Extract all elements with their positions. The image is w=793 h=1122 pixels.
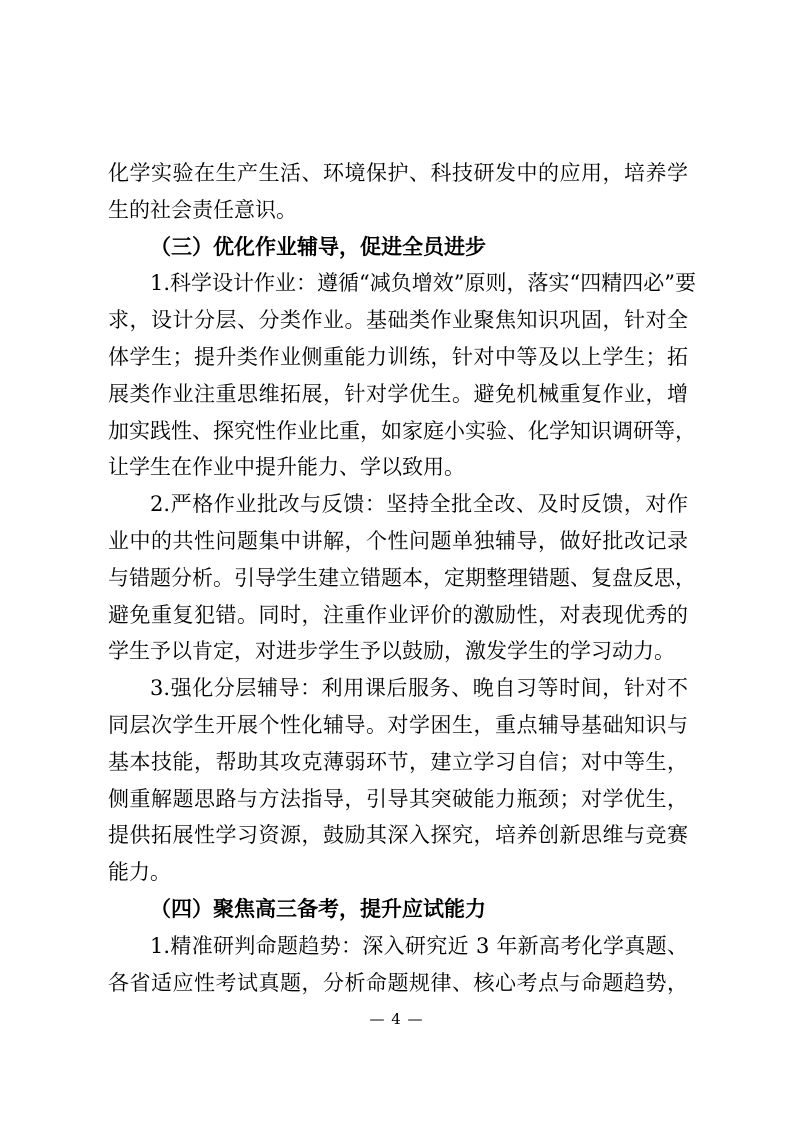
text-line: 加实践性、探究性作业比重，如家庭小实验、化学知识调研等，	[108, 418, 696, 443]
text-line: 避免重复犯错。同时，注重作业评价的激励性，对表现优秀的	[108, 602, 688, 627]
text-line: 与错题分析。引导学生建立错题本，定期整理错题、复盘反思，	[108, 565, 696, 590]
section-heading-3: （三）优化作业辅导，促进全员进步	[150, 233, 486, 259]
text-line: 能力。	[108, 860, 171, 885]
text-line: 提供拓展性学习资源，鼓励其深入探究，培养创新思维与竞赛	[108, 823, 688, 848]
text-line: 生的社会责任意识。	[108, 197, 297, 222]
text-line: 1.科学设计作业：遵循“减负增效”原则，落实“四精四必”要	[150, 271, 696, 296]
text-line: 业中的共性问题集中讲解，个性问题单独辅导，做好批改记录	[108, 528, 688, 553]
section-heading-4: （四）聚焦高三备考，提升应试能力	[150, 895, 486, 921]
text-line: 2.严格作业批改与反馈：坚持全批全改、及时反馈，对作	[150, 492, 688, 517]
paragraph-exam-trends	[108, 928, 688, 1002]
text-line: 展类作业注重思维拓展，针对学优生。避免机械重复作业，增	[108, 381, 688, 406]
paragraph-tiered-tutoring	[108, 670, 688, 891]
text-line: 同层次学生开展个性化辅导。对学困生，重点辅导基础知识与	[108, 712, 688, 737]
text-line: 化学实验在生产生活、环境保护、科技研发中的应用，培养学	[108, 161, 688, 185]
text-line: 体学生；提升类作业侧重能力训练，针对中等及以上学生；拓	[108, 344, 688, 369]
paragraph-homework-design	[108, 265, 696, 486]
text-line: 让学生在作业中提升能力、学以致用。	[108, 455, 465, 480]
text-line: 侧重解题思路与方法指导，引导其突破能力瓶颈；对学优生，	[108, 786, 688, 811]
text-line: 3.强化分层辅导：利用课后服务、晚自习等时间，针对不	[150, 676, 688, 701]
document-body	[108, 155, 696, 1001]
text-line: 基本技能，帮助其攻克薄弱环节，建立学习自信；对中等生，	[108, 749, 688, 774]
paragraph-homework-grading	[108, 486, 696, 670]
page-number: — 4 —	[369, 1010, 424, 1028]
text-line: 学生予以肯定，对进步学生予以鼓励，激发学生的学习动力。	[108, 639, 675, 664]
text-line: 各省适应性考试真题，分析命题规律、核心考点与命题趋势，	[108, 970, 688, 995]
text-line: 1.精准研判命题趋势：深入研究近 3 年新高考化学真题、	[150, 933, 688, 958]
intro-paragraph	[108, 155, 688, 229]
text-line: 求，设计分层、分类作业。基础类作业聚焦知识巩固，针对全	[108, 308, 688, 333]
